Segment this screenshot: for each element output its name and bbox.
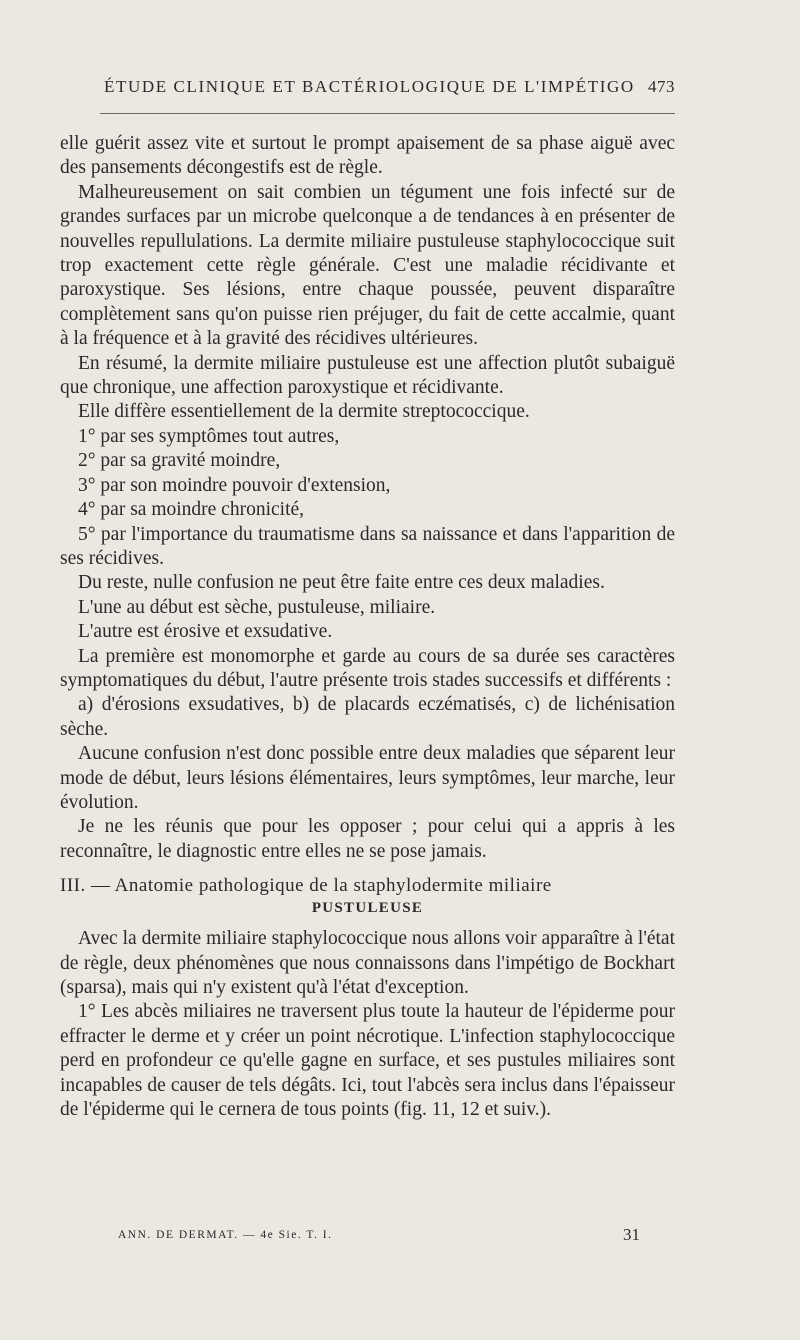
body-text <box>60 132 675 1122</box>
paragraph: Aucune confusion n'est donc possible entre deux maladies que séparent leur mode de début, leurs lésions élémentaires, leurs symptômes, leur marche, leur évolution. <box>60 743 675 813</box>
header-rule <box>100 113 675 114</box>
paragraph: L'une au début est sèche, pustuleuse, miliaire. <box>78 596 436 618</box>
list-item: 2° par sa gravité moindre, <box>78 450 281 472</box>
paragraph: Du reste, nulle confusion ne peut être faite entre ces deux maladies. <box>78 572 605 594</box>
list-item: 1° par ses symptômes tout autres, <box>78 425 340 447</box>
paragraph: Je ne les réunis que pour les opposer ; pour celui qui a appris à les reconnaître, le diagnostic entre elles ne se pose jamais. <box>60 816 675 862</box>
paragraph: L'autre est érosive et exsudative. <box>78 621 333 643</box>
running-title: ÉTUDE CLINIQUE ET BACTÉRIOLOGIQUE DE L'IMPÉTIGO <box>104 77 635 96</box>
signature-mark: 31 <box>623 1225 640 1244</box>
paragraph: Avec la dermite miliaire staphylococcique nous allons voir apparaître à l'état de règle, deux phénomènes que nous connaissons dans l'impétigo de Bockhart (sparsa), mais qui n'y existent qu'à l'état d'exception. <box>60 928 675 998</box>
paragraph: En résumé, la dermite miliaire pustuleuse est une affection plutôt subaiguë que chronique, une affection paroxystique et récidivante. <box>60 352 675 399</box>
list-item: 3° par son moindre pouvoir d'extension, <box>78 474 391 496</box>
paragraph: 1° Les abcès miliaires ne traversent plus toute la hauteur de l'épiderme pour effracter le derme et y créer un point nécrotique. L'infection staphylococcique perd en profondeur ce qu'elle gagne en surface, et ses pustules miliaires sont incapables de causer de tels dégâts. Ici, tout l'abcès sera inclus dans l'épaisseur de l'épiderme qui le cernera de tous points (fig. 11, 12 et suiv.). <box>60 1001 675 1121</box>
footer <box>118 1225 640 1249</box>
paragraph: elle guérit assez vite et surtout le prompt apaisement de sa phase aiguë avec des pansements décongestifs est de règle. <box>60 133 675 179</box>
paragraph: Malheureusement on sait combien un tégument une fois infecté sur de grandes surfaces par un microbe quelconque a de tendances à en présenter de nouvelles repullulations. La dermite miliaire pustuleuse staphylococcique suit trop exactement cette règle générale. C'est une maladie récidivante et paroxystique. Ses lésions, entre chaque poussée, peuvent disparaître complètement sans qu'on puisse rien préjuger, du fait de cette accalmie, quant à la fréquence et à la gravité des récidives ultérieures. <box>60 181 675 350</box>
section-heading-lead: III. — Anatomie pathologique de la staphylodermite miliaire <box>60 875 552 897</box>
paragraph: a) d'érosions exsudatives, b) de placards eczématisés, c) de lichénisation sèche. <box>60 694 675 740</box>
list-item: 4° par sa moindre chronicité, <box>78 499 305 521</box>
list-item: 5° par l'importance du traumatisme dans sa naissance et dans l'apparition de ses récidives. <box>60 523 675 569</box>
journal-citation: ANN. DE DERMAT. — 4e Sie. T. I. <box>118 1229 333 1241</box>
paragraph: Elle diffère essentiellement de la dermite streptococcique. <box>78 401 530 423</box>
page-number: 473 <box>648 77 675 96</box>
section-heading-cont: PUSTULEUSE <box>311 900 424 917</box>
running-header <box>60 77 675 97</box>
paragraph: La première est monomorphe et garde au cours de sa durée ses caractères symptomatiques du début, l'autre présente trois stades successifs et différents : <box>60 645 675 691</box>
section-heading <box>60 875 675 919</box>
